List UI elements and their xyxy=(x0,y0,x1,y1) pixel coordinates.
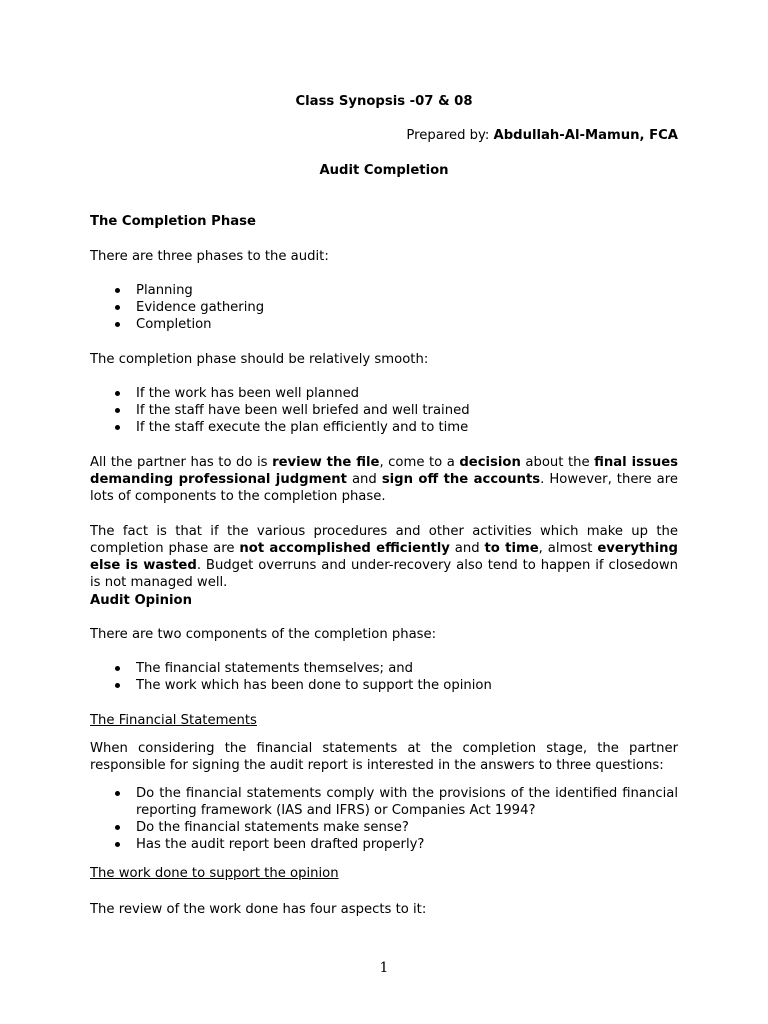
phases-list xyxy=(90,282,678,333)
document-title: Class Synopsis -07 & 08 xyxy=(295,94,473,109)
list-item: Do the financial statements comply with the provisions of the identified financial reporting framework (IAS and IFRS) or Companies Act 1994? xyxy=(90,785,678,819)
list-item: Planning xyxy=(90,282,678,299)
conditions-list xyxy=(90,385,678,436)
page-number: 1 xyxy=(379,960,389,976)
work-review-intro: The review of the work done has four aspects to it: xyxy=(90,902,427,917)
list-item: Do the financial statements make sense? xyxy=(90,819,678,836)
list-item: Evidence gathering xyxy=(90,299,678,316)
components-list xyxy=(90,660,678,694)
list-item: The work which has been done to support the opinion xyxy=(90,677,678,694)
author-name: Abdullah-Al-Mamun, FCA xyxy=(493,128,678,143)
document-subject: Audit Completion xyxy=(319,163,449,178)
smooth-intro: The completion phase should be relatively smooth: xyxy=(90,352,429,367)
financial-statements-intro: When considering the financial statements at the completion stage, the partner responsible for signing the audit report is interested in the answers to three questions: xyxy=(90,741,678,773)
list-item: If the staff have been well briefed and well trained xyxy=(90,402,678,419)
phases-intro: There are three phases to the audit: xyxy=(90,249,329,264)
subheading-financial-statements: The Financial Statements xyxy=(90,713,257,728)
components-intro: There are two components of the completion phase: xyxy=(90,627,437,642)
prepared-by xyxy=(406,127,678,144)
prepared-by-label: Prepared by: xyxy=(406,128,494,143)
list-item: The financial statements themselves; and xyxy=(90,660,678,677)
section-heading-completion-phase: The Completion Phase xyxy=(90,214,256,229)
subheading-work-done: The work done to support the opinion xyxy=(90,866,339,881)
list-item: If the work has been well planned xyxy=(90,385,678,402)
list-item: If the staff execute the plan efficiently and to time xyxy=(90,419,678,436)
efficiency-paragraph: The fact is that if the various procedures and other activities which make up the completion phase are not accomplished efficiently and to time, almost everything else is wasted. Budget overruns and under-recovery also tend to happen if closedown is not managed well. xyxy=(90,524,678,590)
partner-paragraph: All the partner has to do is review the file, come to a decision about the final issues demanding professional judgment and sign off the accounts. However, there are lots of components to the completion phase. xyxy=(90,455,679,504)
questions-list xyxy=(90,785,678,853)
section-heading-audit-opinion: Audit Opinion xyxy=(90,593,192,608)
list-item: Completion xyxy=(90,316,678,333)
list-item: Has the audit report been drafted properly? xyxy=(90,836,678,853)
